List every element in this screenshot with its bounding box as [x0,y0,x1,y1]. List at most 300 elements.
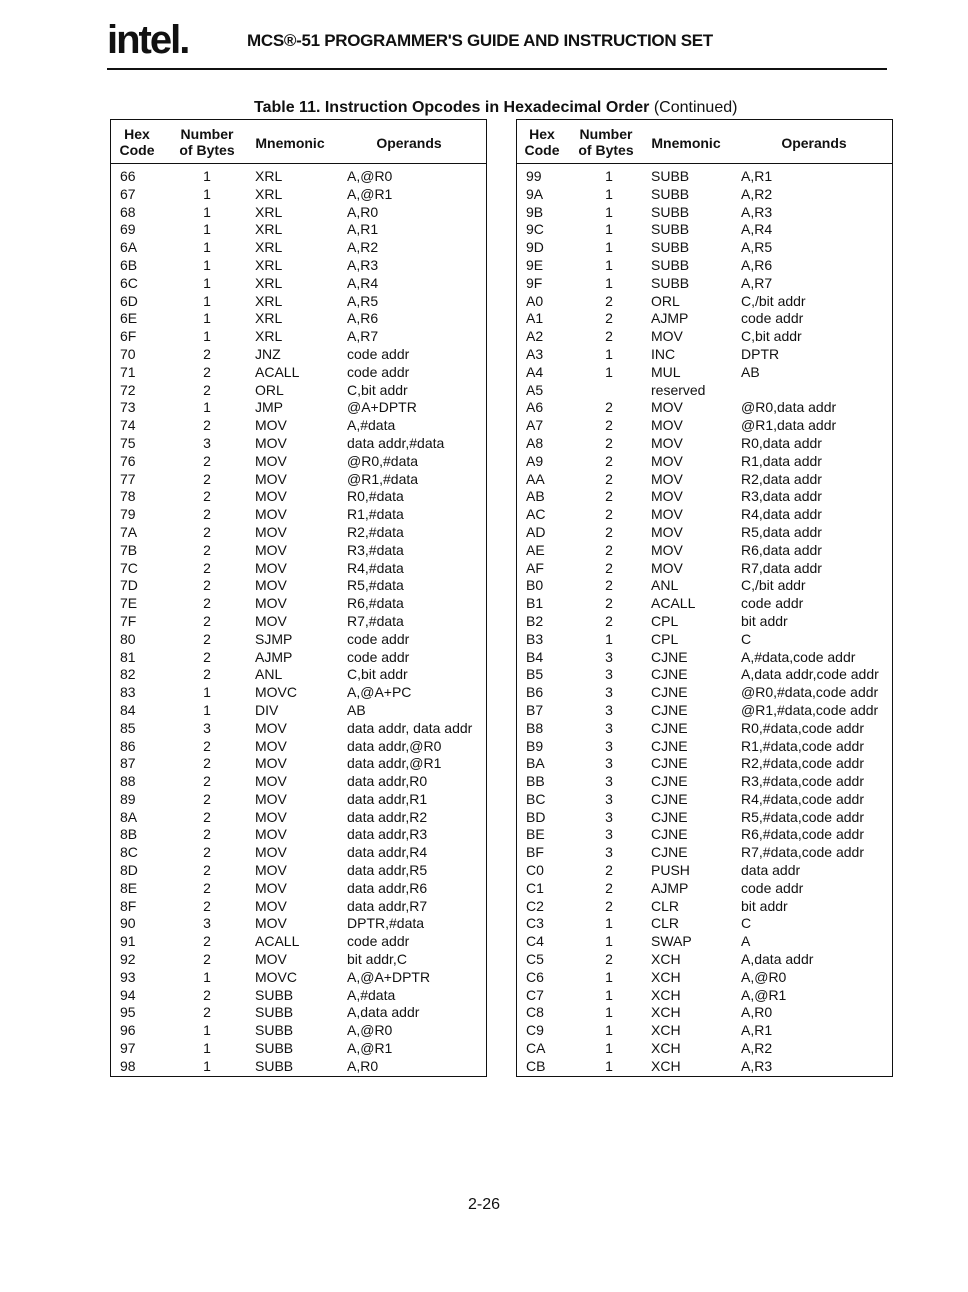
mnemonic: MOV [255,612,287,629]
byte-count: 1 [605,221,613,238]
opcode-hex: 76 [120,452,136,469]
opcode-hex: 9D [526,239,544,256]
byte-count: 1 [203,292,211,309]
table-row [517,915,892,933]
operands: A,R7 [347,328,379,345]
opcode-hex: 94 [120,986,136,1003]
operands: bit addr,C [347,951,407,968]
opcode-hex: 7E [120,595,138,612]
byte-count: 2 [605,897,613,914]
opcode-hex: B9 [526,737,544,754]
operands: @R1,data addr [741,417,837,434]
table-row [111,791,486,809]
operands: data addr,R3 [347,826,428,843]
opcode-hex: A8 [526,434,544,451]
byte-count: 2 [605,506,613,523]
opcode-hex: 6D [120,292,138,309]
mnemonic: MOV [255,755,287,772]
col-number-label: Number [579,126,633,142]
opcode-hex: B1 [526,595,544,612]
operands: code addr [347,933,410,950]
table-row [111,346,486,364]
byte-count: 3 [605,773,613,790]
mnemonic: XRL [255,221,283,238]
col-hex-label: Hex [529,126,555,142]
table-title-continued: (Continued) [653,99,738,116]
table-row [517,382,892,400]
opcode-hex: 6A [120,239,138,256]
mnemonic: MOVC [255,684,297,701]
table-row [111,310,486,328]
operands: A,R3 [741,1057,773,1074]
table-row [517,666,892,684]
table-row [517,702,892,720]
opcode-hex: B5 [526,666,544,683]
table-row [517,951,892,969]
mnemonic: CJNE [651,790,688,807]
byte-count: 2 [203,862,211,879]
operands: R5,data addr [741,523,822,540]
opcode-hex: B4 [526,648,544,665]
opcode-hex: C3 [526,915,544,932]
table-row [517,560,892,578]
operands: R0,data addr [741,434,822,451]
opcode-hex: C7 [526,986,544,1003]
byte-count: 2 [203,630,211,647]
byte-count: 1 [203,256,211,273]
table-row [517,293,892,311]
mnemonic: INC [651,345,676,362]
table-row [111,773,486,791]
operands: R3,#data [347,541,404,558]
operands: @R0,#data [347,452,419,469]
byte-count: 2 [605,559,613,576]
table-title-text: Table 11. Instruction Opcodes in Hexadecimal Order [254,99,650,116]
table-row [111,933,486,951]
byte-count: 1 [605,239,613,256]
mnemonic: AJMP [651,310,689,327]
table-row [111,221,486,239]
opcode-hex: 98 [120,1057,136,1074]
opcode-hex: 95 [120,1004,136,1021]
mnemonic: ACALL [255,933,300,950]
table-row [517,417,892,435]
opcode-hex: C6 [526,968,544,985]
byte-count: 2 [203,951,211,968]
mnemonic: MOV [651,559,683,576]
table-row [111,666,486,684]
byte-count: 2 [203,612,211,629]
opcode-hex: 66 [120,168,136,184]
mnemonic: SUBB [255,1040,294,1057]
table-row [111,951,486,969]
mnemonic: MOV [651,488,683,505]
table-header [111,120,486,164]
operands: R2,#data,code addr [741,755,864,772]
operands: R2,#data [347,523,404,540]
table-row [517,880,892,898]
byte-count: 1 [203,968,211,985]
operands: A,R7 [741,274,773,291]
byte-count: 2 [605,577,613,594]
mnemonic: XRL [255,292,283,309]
byte-count: 1 [605,933,613,950]
opcode-hex: 6C [120,274,138,291]
table-row [517,933,892,951]
opcode-hex: 70 [120,345,136,362]
byte-count: 1 [203,1040,211,1057]
table-title [254,99,737,117]
opcode-hex: BF [526,844,544,861]
opcode-hex: A7 [526,417,544,434]
mnemonic: MOV [651,506,683,523]
mnemonic: MOV [651,328,683,345]
opcode-hex: AD [526,523,546,540]
table-row [111,613,486,631]
table-row [517,773,892,791]
byte-count: 2 [203,1004,211,1021]
mnemonic: MOV [255,844,287,861]
operands: data addr [741,862,801,879]
table-row [517,524,892,542]
operands: code addr [347,345,410,362]
mnemonic: MUL [651,363,681,380]
byte-count: 1 [605,1022,613,1039]
col-hex-code-header [517,126,567,158]
byte-count: 2 [203,541,211,558]
mnemonic: ORL [255,381,284,398]
table-row [517,364,892,382]
opcode-hex: C8 [526,1004,544,1021]
operands: A,R1 [741,1022,773,1039]
opcode-hex: 93 [120,968,136,985]
operands: R4,#data [347,559,404,576]
table-row [111,417,486,435]
byte-count: 2 [605,595,613,612]
col-of-bytes-label: of Bytes [578,142,634,158]
opcode-hex: 88 [120,773,136,790]
byte-count: 1 [605,1004,613,1021]
opcode-hex: BB [526,773,545,790]
table-row [517,720,892,738]
operands: @A+DPTR [347,399,417,416]
byte-count: 3 [605,701,613,718]
table-row [111,631,486,649]
mnemonic: SWAP [651,933,692,950]
operands: A,R0 [347,203,379,220]
operands: code addr [741,310,804,327]
operands: A,data addr [741,951,814,968]
opcode-hex: AA [526,470,545,487]
opcode-hex: 83 [120,684,136,701]
opcode-hex: 86 [120,737,136,754]
opcode-hex: 8F [120,897,137,914]
mnemonic: CPL [651,612,679,629]
operands: C [741,630,752,647]
table-row [111,204,486,222]
operands: bit addr [741,612,788,629]
opcode-hex: 7C [120,559,138,576]
operands: A,R1 [741,168,773,184]
opcode-hex: 97 [120,1040,136,1057]
opcode-hex: C4 [526,933,544,950]
byte-count: 2 [203,381,211,398]
mnemonic: CJNE [651,737,688,754]
col-mnemonic-header: Mnemonic [651,135,721,151]
byte-count: 2 [203,986,211,1003]
mnemonic: MOV [255,417,287,434]
page-number: 2-26 [467,1196,501,1213]
mnemonic: MOV [255,897,287,914]
mnemonic: SUBB [651,239,690,256]
mnemonic: CJNE [651,701,688,718]
table-row [111,239,486,257]
table-row [111,969,486,987]
operands: A,R2 [741,185,773,202]
byte-count: 2 [203,648,211,665]
opcode-hex: BA [526,755,545,772]
table-row [111,506,486,524]
operands: R6,data addr [741,541,822,558]
operands: C,bit addr [741,328,802,345]
operands: A,R2 [347,239,379,256]
table-row [517,453,892,471]
byte-count: 1 [203,1022,211,1039]
opcode-hex: 8C [120,844,138,861]
byte-count: 2 [605,523,613,540]
mnemonic: MOVC [255,968,297,985]
byte-count: 2 [203,897,211,914]
operands: A,R6 [741,256,773,273]
table-row [111,1058,486,1076]
byte-count: 1 [605,274,613,291]
byte-count: 3 [605,684,613,701]
operands: C [741,915,752,932]
table-row [111,809,486,827]
table-row [111,649,486,667]
mnemonic: XCH [651,968,681,985]
table-row [111,595,486,613]
byte-count: 2 [203,363,211,380]
operands: data addr,R6 [347,879,428,896]
operands: code addr [741,879,804,896]
opcode-hex: A2 [526,328,544,345]
mnemonic: CJNE [651,773,688,790]
opcode-hex: 6B [120,256,138,273]
mnemonic: SUBB [651,168,690,184]
operands: A,#data [347,417,396,434]
operands: R4,#data,code addr [741,790,864,807]
table-row [111,542,486,560]
mnemonic: ACALL [255,363,300,380]
operands: R6,#data [347,595,404,612]
opcode-hex: CA [526,1040,546,1057]
byte-count: 1 [203,399,211,416]
opcode-hex: 7D [120,577,138,594]
table-header [517,120,892,164]
byte-count: 2 [605,862,613,879]
operands: A,@A+PC [347,684,412,701]
mnemonic: XRL [255,239,283,256]
mnemonic: SUBB [255,1057,294,1074]
operands: R5,#data [347,577,404,594]
mnemonic: MOV [651,399,683,416]
operands: data addr,@R0 [347,737,442,754]
byte-count: 2 [203,452,211,469]
byte-count: 2 [203,559,211,576]
opcode-hex: 85 [120,719,136,736]
operands: A,R0 [741,1004,773,1021]
opcode-hex: 6E [120,310,138,327]
opcode-hex: AE [526,541,545,558]
byte-count: 1 [605,203,613,220]
opcode-hex: AF [526,559,544,576]
table-row [517,987,892,1005]
opcode-hex: B3 [526,630,544,647]
opcode-hex: A5 [526,381,544,398]
mnemonic: CLR [651,915,680,932]
document-title: MCS®-51 PROGRAMMER'S GUIDE AND INSTRUCTION SET [247,31,713,50]
opcode-hex: 72 [120,381,136,398]
mnemonic: JNZ [255,345,281,362]
byte-count: 1 [605,345,613,362]
col-mnemonic-header: Mnemonic [255,135,325,151]
byte-count: 3 [605,808,613,825]
mnemonic: MOV [651,417,683,434]
mnemonic: XRL [255,256,283,273]
mnemonic: MOV [255,541,287,558]
operands: AB [741,363,760,380]
byte-count: 2 [203,790,211,807]
opcode-hex: 77 [120,470,136,487]
byte-count: 1 [203,684,211,701]
table-row [111,471,486,489]
intel-logo: intel. [107,18,189,62]
byte-count: 2 [605,310,613,327]
byte-count: 2 [605,541,613,558]
operands: DPTR,#data [347,915,425,932]
table-row [517,1004,892,1022]
byte-count: 2 [605,292,613,309]
mnemonic: MOV [255,719,287,736]
mnemonic: CJNE [651,648,688,665]
opcode-hex: B8 [526,719,544,736]
opcode-hex: A9 [526,452,544,469]
mnemonic: MOV [255,470,287,487]
mnemonic: CJNE [651,666,688,683]
col-operands-header: Operands [376,135,442,151]
opcode-hex: BE [526,826,545,843]
opcode-hex: 9F [526,274,543,291]
byte-count: 1 [203,168,211,184]
col-bytes-header [575,126,637,158]
operands: A,@R0 [347,168,393,184]
mnemonic: MOV [255,915,287,932]
opcode-hex: 9C [526,221,544,238]
opcode-hex: 9E [526,256,544,273]
operands: A,R4 [741,221,773,238]
operands: A,@R1 [347,1040,393,1057]
operands: R1,#data,code addr [741,737,864,754]
operands: code addr [741,595,804,612]
col-operands-header: Operands [781,135,847,151]
mnemonic: XRL [255,168,283,184]
mnemonic: CJNE [651,844,688,861]
opcode-hex: 89 [120,790,136,807]
byte-count: 3 [203,719,211,736]
byte-count: 2 [605,452,613,469]
table-row [111,880,486,898]
table-body [517,168,892,1076]
table-row [111,844,486,862]
opcode-hex: AC [526,506,546,523]
operands: R7,data addr [741,559,822,576]
table-row [517,542,892,560]
table-row [111,186,486,204]
byte-count: 2 [203,577,211,594]
opcode-hex: AB [526,488,545,505]
operands: R7,#data,code addr [741,844,864,861]
mnemonic: CJNE [651,719,688,736]
table-row [517,328,892,346]
byte-count: 3 [605,719,613,736]
operands: R5,#data,code addr [741,808,864,825]
opcode-hex: 84 [120,701,136,718]
byte-count: 1 [203,701,211,718]
mnemonic: SUBB [651,203,690,220]
operands: @R0,#data,code addr [741,684,879,701]
table-row [111,560,486,578]
opcode-table-left [110,119,487,1077]
table-row [517,435,892,453]
byte-count: 2 [203,470,211,487]
opcode-hex: 73 [120,399,136,416]
mnemonic: SUBB [651,185,690,202]
table-row [111,1022,486,1040]
table-row [517,844,892,862]
operands: R1,#data [347,506,404,523]
mnemonic: MOV [255,559,287,576]
table-row [111,915,486,933]
opcode-hex: C5 [526,951,544,968]
operands: C,/bit addr [741,292,806,309]
mnemonic: MOV [255,577,287,594]
opcode-hex: 71 [120,363,136,380]
byte-count: 1 [605,363,613,380]
mnemonic: CJNE [651,826,688,843]
byte-count: 2 [203,595,211,612]
mnemonic: CJNE [651,755,688,772]
opcode-hex: 81 [120,648,136,665]
byte-count: 3 [605,737,613,754]
opcode-hex: BC [526,790,546,807]
byte-count: 2 [203,844,211,861]
mnemonic: MOV [255,879,287,896]
operands: A,R4 [347,274,379,291]
table-row [111,862,486,880]
operands: A,R2 [741,1040,773,1057]
opcode-hex: C0 [526,862,544,879]
byte-count: 1 [605,986,613,1003]
byte-count: 3 [203,434,211,451]
byte-count: 2 [605,328,613,345]
byte-count: 1 [605,168,613,184]
operands: R2,data addr [741,470,822,487]
mnemonic: JMP [255,399,283,416]
opcode-hex: C2 [526,897,544,914]
table-row [517,684,892,702]
col-bytes-header [173,126,241,158]
